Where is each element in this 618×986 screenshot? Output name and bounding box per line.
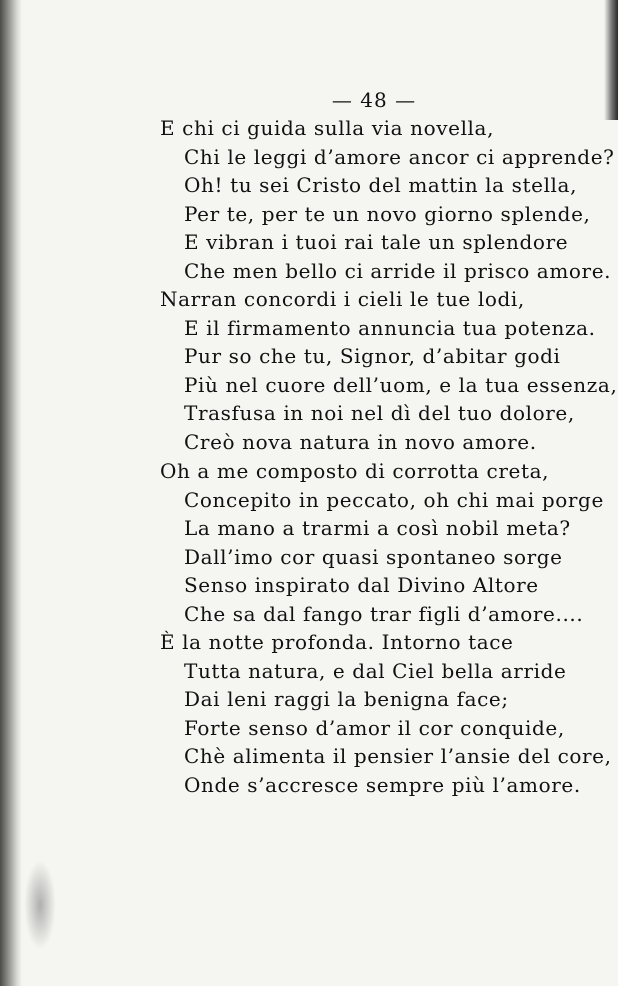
verse-line: E il firmamento annuncia tua potenza. bbox=[184, 315, 596, 340]
verse-line: La mano a trarmi a così nobil meta? bbox=[184, 516, 571, 541]
verse-line: Dall’imo cor quasi spontaneo sorge bbox=[184, 544, 563, 569]
stanza-3 bbox=[160, 457, 604, 629]
verse-line: Creò nova natura in novo amore. bbox=[184, 429, 537, 454]
page-number: — 48 — bbox=[331, 88, 417, 112]
stanza-2 bbox=[160, 285, 618, 457]
verse-line: Pur so che tu, Signor, d’abitar godi bbox=[184, 344, 561, 369]
verse-line: Che men bello ci arride il prisco amore. bbox=[184, 258, 612, 283]
verse-line: Tutta natura, e dal Ciel bella arride bbox=[184, 658, 567, 683]
verse-line: Che sa dal fango trar figli d’amore.... bbox=[184, 601, 584, 626]
verse-line: Più nel cuore dell’uom, e la tua essenza, bbox=[184, 372, 618, 397]
verse-line: Chi le leggi d’amore ancor ci apprende? bbox=[184, 144, 615, 169]
stanza-1 bbox=[160, 114, 615, 286]
verse-line: Per te, per te un novo giorno splende, bbox=[184, 201, 591, 226]
verse-line: Senso inspirato dal Divino Altore bbox=[184, 573, 539, 598]
verse-line: Dai leni raggi la benigna face; bbox=[184, 687, 509, 712]
verse-line: Onde s’accresce sempre più l’amore. bbox=[184, 772, 581, 797]
verse-line: Oh a me composto di corrotta creta, bbox=[160, 459, 550, 483]
verse-line: Forte senso d’amor il cor conquide, bbox=[184, 715, 565, 740]
verse-line: Chè alimenta il pensier l’ansie del core, bbox=[184, 744, 612, 769]
verse-line: Trasfusa in noi nel dì del tuo dolore, bbox=[184, 401, 575, 426]
verse-line: E vibran i tuoi rai tale un splendore bbox=[184, 230, 569, 255]
stanza-4 bbox=[160, 628, 612, 800]
verse-line: È la notte profonda. Intorno tace bbox=[160, 630, 514, 654]
verse-line: E chi ci guida sulla via novella, bbox=[160, 116, 495, 140]
page-smudge bbox=[24, 860, 56, 950]
binding-shadow bbox=[0, 0, 22, 986]
verse-line: Oh! tu sei Cristo del mattin la stella, bbox=[184, 173, 578, 198]
verse-line: Concepito in peccato, oh chi mai porge bbox=[184, 487, 604, 512]
verse-line: Narran concordi i cieli le tue lodi, bbox=[160, 287, 525, 311]
